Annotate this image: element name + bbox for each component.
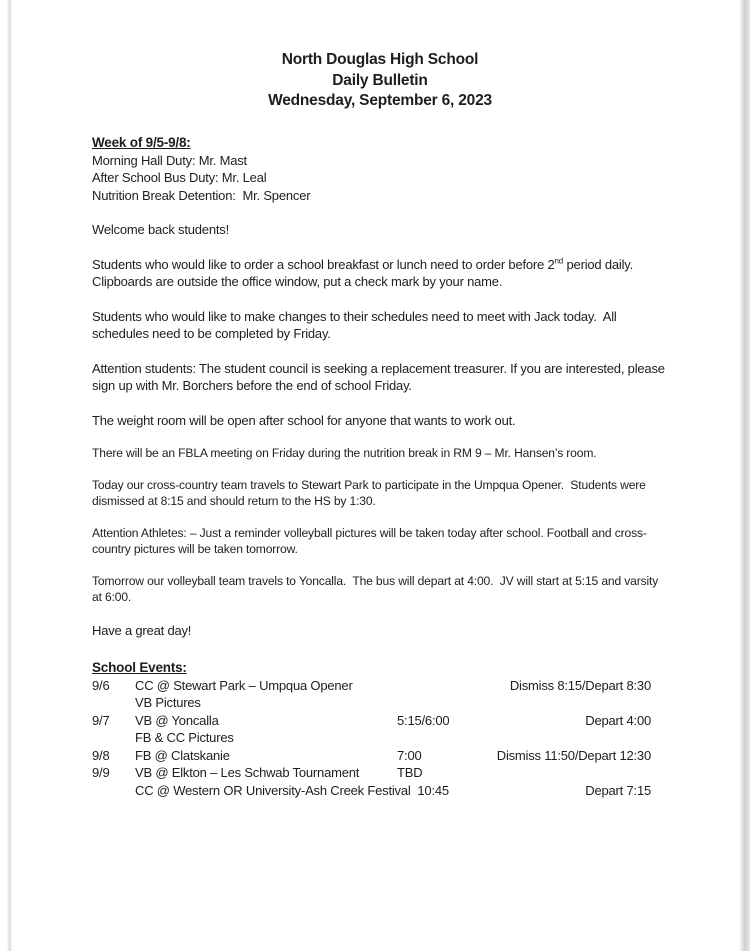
event-name: VB Pictures bbox=[135, 695, 201, 711]
event-note: Depart 4:00 bbox=[585, 712, 651, 728]
school-events-table bbox=[92, 677, 651, 800]
bulletin-page bbox=[92, 50, 668, 800]
event-row-vb-yoncalla bbox=[92, 712, 651, 730]
paragraph-welcome: Welcome back students! bbox=[92, 222, 229, 237]
event-date: 9/6 bbox=[92, 677, 110, 693]
ordinal-superscript: nd bbox=[554, 256, 564, 266]
event-date bbox=[92, 782, 135, 800]
paragraph-weight-room: The weight room will be open after school for anyone that wants to work out. bbox=[92, 412, 516, 428]
paragraph-breakfast-order bbox=[92, 256, 668, 291]
event-row-cc-western-or bbox=[92, 782, 651, 800]
event-time bbox=[397, 677, 480, 695]
event-date: 9/9 bbox=[92, 765, 110, 781]
event-date bbox=[92, 729, 135, 747]
event-name: CC @ Western OR University-Ash Creek Festival 10:45 bbox=[135, 783, 449, 799]
school-events-section bbox=[92, 659, 668, 800]
paragraph-volleyball-travel: Tomorrow our volleyball team travels to Yoncalla. The bus will depart at 4:00. JV will start at 5:15 and varsity at 6:00. bbox=[92, 574, 662, 604]
event-note: Dismiss 8:15/Depart 8:30 bbox=[509, 677, 651, 693]
school-name: North Douglas High School bbox=[281, 51, 479, 68]
paragraph-great-day: Have a great day! bbox=[92, 623, 192, 638]
duty-morning-hall: Morning Hall Duty: Mr. Mast bbox=[92, 152, 247, 168]
event-time bbox=[397, 729, 480, 747]
page-edge-right-shadow bbox=[739, 0, 750, 951]
event-row-cc-stewart-park bbox=[92, 677, 651, 695]
paragraph-breakfast-order-pre: Students who would like to order a school breakfast or lunch need to order before 2 bbox=[92, 256, 555, 272]
bulletin-header bbox=[92, 50, 668, 112]
event-name: VB @ Elkton – Les Schwab Tournament bbox=[135, 765, 360, 781]
event-note bbox=[480, 729, 651, 747]
event-name: VB @ Yoncalla bbox=[135, 712, 219, 728]
event-row-fb-clatskanie bbox=[92, 747, 651, 765]
event-date: 9/7 bbox=[92, 712, 110, 728]
event-row-fb-cc-pictures bbox=[92, 729, 651, 747]
event-note: Depart 7:15 bbox=[585, 783, 651, 799]
event-note bbox=[480, 764, 651, 782]
paragraph-breakfast-order-post: period daily. Clipboards are outside the office window, put a check mark by your name. bbox=[92, 256, 640, 289]
event-time: TBD bbox=[397, 765, 423, 781]
school-events-heading: School Events: bbox=[92, 659, 187, 675]
paragraph-fbla-meeting: There will be an FBLA meeting on Friday during the nutrition break in RM 9 – Mr. Hansen’s room. bbox=[92, 446, 597, 460]
paragraph-athlete-pictures: Attention Athletes: – Just a reminder volleyball pictures will be taken today after school. Football and cross-country pictures will be taken tomorrow. bbox=[92, 526, 647, 556]
duty-nutrition-break: Nutrition Break Detention: Mr. Spencer bbox=[92, 187, 311, 203]
event-time bbox=[397, 694, 480, 712]
bulletin-date: Wednesday, September 6, 2023 bbox=[268, 92, 492, 109]
event-date: 9/8 bbox=[92, 747, 110, 763]
paragraph-schedule-changes: Students who would like to make changes to their schedules need to meet with Jack today. All schedules need to be completed by Friday. bbox=[92, 308, 620, 341]
bulletin-title: Daily Bulletin bbox=[332, 71, 428, 89]
paragraph-cross-country-travel: Today our cross-country team travels to Stewart Park to participate in the Umpqua Opener. Students were dismissed at 8:15 and should return to the HS by 1:30. bbox=[92, 478, 649, 508]
week-section bbox=[92, 134, 668, 205]
event-row-vb-pictures bbox=[92, 694, 651, 712]
event-date bbox=[92, 694, 135, 712]
event-note: Dismiss 11:50/Depart 12:30 bbox=[496, 747, 651, 763]
page-edge-left-shadow bbox=[7, 0, 13, 951]
duty-after-school-bus: After School Bus Duty: Mr. Leal bbox=[92, 170, 267, 185]
event-row-vb-elkton bbox=[92, 764, 651, 782]
event-name: CC @ Stewart Park – Umpqua Opener bbox=[135, 677, 353, 693]
event-name: FB @ Clatskanie bbox=[135, 747, 230, 763]
paragraph-treasurer: Attention students: The student council is seeking a replacement treasurer. If you are interested, please sign up with Mr. Borchers before the end of school Friday. bbox=[92, 360, 669, 393]
event-time: 7:00 bbox=[397, 747, 422, 763]
week-heading: Week of 9/5-9/8: bbox=[92, 134, 191, 150]
event-note bbox=[480, 694, 651, 712]
event-name: FB & CC Pictures bbox=[135, 730, 234, 746]
event-time: 5:15/6:00 bbox=[397, 712, 450, 728]
